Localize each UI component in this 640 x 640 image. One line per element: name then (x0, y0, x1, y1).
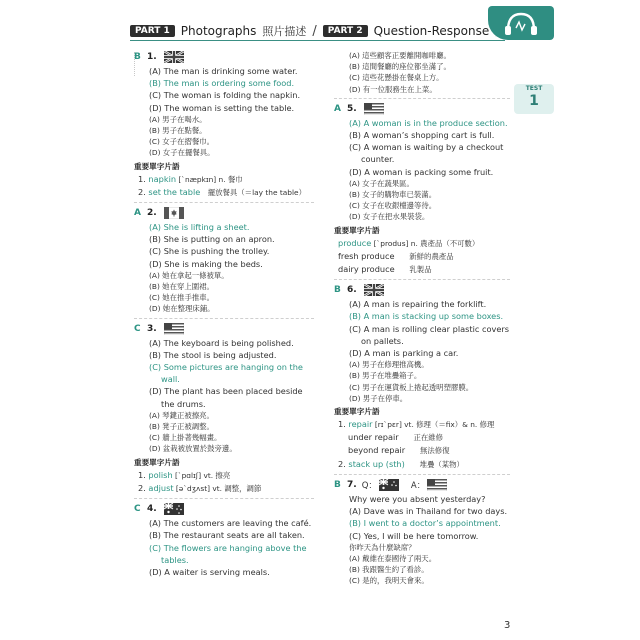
part1-tag: PART 1 (130, 25, 175, 37)
option-a-correct: (A) A woman is in the produce section. (349, 117, 508, 128)
vocab-item: 1. napkin [ˋnæpkɪn] n. 餐巾 (138, 173, 243, 184)
option-b-correct: (B) The man is ordering some food. (149, 78, 295, 89)
option-d: (D) She is making the beds. (149, 258, 263, 269)
question-number: 7. (347, 479, 357, 490)
option-a: (A) The keyboard is being polished. (149, 337, 294, 348)
translation-d: (D) 盆栽被放置於鼓旁邊。 (149, 444, 237, 454)
answer-key: A (334, 103, 341, 114)
option-c-continued: on pallets. (361, 335, 404, 346)
answer-key: B (334, 479, 341, 490)
us-flag-icon (364, 103, 384, 115)
option-c-continued: tables. (161, 554, 189, 565)
option-d: (D) The plant has been placed beside (149, 386, 303, 397)
question-text: Why were you absent yesterday? (349, 493, 486, 504)
answer-key: B (134, 52, 141, 62)
divider (334, 279, 510, 280)
divider (334, 98, 510, 99)
vocab-heading: 重要單字片語 (134, 161, 180, 171)
question-4-translations (334, 50, 510, 95)
option-c-continued: wall. (161, 374, 180, 385)
option-a: (A) A man is repairing the forklift. (349, 299, 487, 310)
answer-speaker-label: A： (410, 480, 426, 491)
question-speaker-label: Q： (361, 480, 377, 491)
option-c: (C) A man is rolling clear plastic covers (349, 323, 510, 334)
question-number: 3. (147, 323, 157, 334)
australia-flag-icon (164, 503, 184, 515)
option-a: (A) The customers are leaving the café. (149, 518, 312, 529)
question-number: 2. (147, 208, 157, 219)
vocab-heading: 重要單字片語 (134, 457, 180, 467)
answer-key: C (134, 323, 141, 334)
left-column (134, 50, 314, 578)
translation-d: (D) 女子在擺餐具。 (149, 148, 215, 158)
translation-d: (D) 有一位服務生在上菜。 (349, 84, 437, 94)
divider (134, 498, 314, 499)
translation-b: (B) 男子在點餐。 (149, 126, 207, 136)
translation-b: (B) 這間餐廳的座位都坐滿了。 (349, 62, 451, 72)
uk-flag-icon (164, 51, 184, 63)
vocab-item: 2. stack up (sth) 堆疊（某物） (338, 458, 464, 469)
us-flag-icon (427, 479, 447, 491)
vocab-item: under repair 正在維修 (348, 432, 444, 443)
test-number: 1 (529, 93, 539, 109)
question-number: 5. (347, 103, 357, 114)
translation-a: (A) 女子在蔬果區。 (349, 178, 414, 188)
translation-a: (A) 戴維在泰國待了兩天。 (349, 553, 437, 563)
answer-key: C (134, 504, 141, 515)
vocab-item: beyond repair 無法修復 (348, 445, 450, 456)
translation-a: (A) 男子在喝水。 (149, 114, 207, 124)
option-d: (D) The woman is setting the table. (149, 102, 295, 113)
vocab-heading: 重要單字片語 (334, 225, 380, 235)
answer-key: B (334, 285, 341, 296)
option-b-correct: (B) I went to a doctor’s appointment. (349, 518, 501, 529)
canada-flag-icon (164, 207, 184, 219)
vocab-item: 2. set the table 擺放餐具（＝lay the table） (138, 186, 306, 197)
question-number: 6. (347, 285, 357, 296)
translation-b: (B) 男子在堆疊箱子。 (349, 371, 422, 381)
part2-title: Question-Response (373, 24, 490, 38)
translation-c: (C) 女子在收銀檯邊等待。 (349, 201, 437, 211)
part1-title: Photographs (180, 24, 257, 38)
translation-a: (A) 這些顧客正要離開咖啡廳。 (349, 51, 451, 60)
option-b: (B) The stool is being adjusted. (149, 349, 277, 360)
translation-b: (B) 女子的購物車已裝滿。 (349, 190, 437, 200)
uk-flag-icon (364, 284, 384, 296)
option-c: (C) She is pushing the trolley. (149, 246, 270, 257)
vocab-item: produce [ˋprodus] n. 農產品（不可數） (338, 237, 480, 248)
divider (134, 202, 314, 203)
translation-question: 你昨天為什麼缺席？ (349, 542, 416, 552)
option-b: (B) The restaurant seats are all taken. (149, 530, 305, 541)
option-d: (D) A man is parking a car. (349, 348, 459, 359)
option-c-correct: (C) Some pictures are hanging on the (149, 362, 303, 373)
translation-d: (D) 男子在停車。 (349, 393, 408, 403)
translation-b: (B) 她在穿上圍裙。 (149, 282, 214, 292)
option-d: (D) A woman is packing some fruit. (349, 166, 494, 177)
australia-flag-icon (379, 479, 399, 491)
vocab-item: dairy produce 乳製品 (338, 264, 432, 275)
test-badge (514, 84, 554, 114)
question-1 (134, 50, 314, 199)
translation-b: (B) 凳子正被調整。 (149, 422, 214, 432)
page-number: 3 (504, 620, 511, 631)
answer-key: A (134, 208, 141, 219)
translation-b: (B) 我跟醫生約了看診。 (349, 565, 429, 575)
option-a-correct: (A) She is lifting a sheet. (149, 222, 250, 233)
question-5 (334, 102, 510, 276)
option-d-continued: the drums. (161, 398, 206, 409)
translation-c: (C) 男子在運貨板上捲起透明塑膠膜。 (349, 382, 474, 392)
part2-tag: PART 2 (323, 25, 368, 37)
option-b: (B) She is putting on an apron. (149, 234, 275, 245)
translation-c: (C) 是的，我明天會來。 (349, 576, 429, 586)
divider (334, 474, 510, 475)
vocab-item: 2. adjust [əˋdʒʌst] vt. 調整，調節 (138, 482, 262, 493)
translation-c: (C) 這些花懸掛在餐桌上方。 (349, 73, 444, 83)
option-c-continued: counter. (361, 154, 395, 165)
question-4 (134, 502, 314, 578)
translation-c: (C) 牆上掛著幾幅畫。 (149, 433, 222, 443)
translation-a: (A) 男子在修理推高機。 (349, 360, 429, 370)
option-b-correct: (B) A man is stacking up some boxes. (349, 311, 504, 322)
option-c-correct: (C) The flowers are hanging above the (149, 542, 307, 553)
question-3 (134, 322, 314, 495)
question-number: 4. (147, 504, 157, 515)
part1-title-zh: 照片描述 (262, 25, 307, 38)
translation-c: (C) 她在推手推車。 (149, 293, 215, 303)
translation-c: (C) 女子在摺餐巾。 (149, 137, 215, 147)
question-number: 1. (147, 52, 157, 62)
page-header (130, 22, 510, 40)
translation-d: (D) 她在整理床鋪。 (149, 304, 215, 314)
vocab-item: fresh produce 新鮮的農產品 (338, 250, 454, 261)
question-6 (334, 283, 510, 471)
header-separator: / (312, 23, 317, 39)
option-c: (C) Yes, I will be here tomorrow. (349, 530, 479, 541)
translation-d: (D) 女子在把水果裝袋。 (349, 212, 430, 222)
question-2 (134, 206, 314, 315)
question-7 (334, 478, 510, 587)
us-flag-icon (164, 323, 184, 335)
vocab-item: 1. polish [ˋpɑlɪʃ] vt. 擦亮 (138, 469, 231, 480)
vocab-item: 1. repair [rɪˋpɛr] vt. 修理（＝fix）& n. 修理 (338, 419, 495, 430)
divider (134, 318, 314, 319)
translation-a: (A) 她在拿起一條被單。 (149, 270, 229, 280)
header-rule (130, 40, 505, 41)
option-c: (C) A woman is waiting by a checkout (349, 142, 504, 153)
option-a: (A) The man is drinking some water. (149, 66, 298, 76)
option-b: (B) A woman’s shopping cart is full. (349, 130, 495, 141)
option-d: (D) A waiter is serving meals. (149, 566, 270, 577)
option-a: (A) Dave was in Thailand for two days. (349, 506, 508, 517)
headphones-icon (500, 10, 542, 36)
vocab-heading: 重要單字片語 (334, 407, 380, 417)
translation-a: (A) 琴鍵正被擦亮。 (149, 410, 214, 420)
test-label: TEST (525, 85, 543, 92)
option-c: (C) The woman is folding the napkin. (149, 90, 301, 101)
right-column (334, 50, 510, 587)
